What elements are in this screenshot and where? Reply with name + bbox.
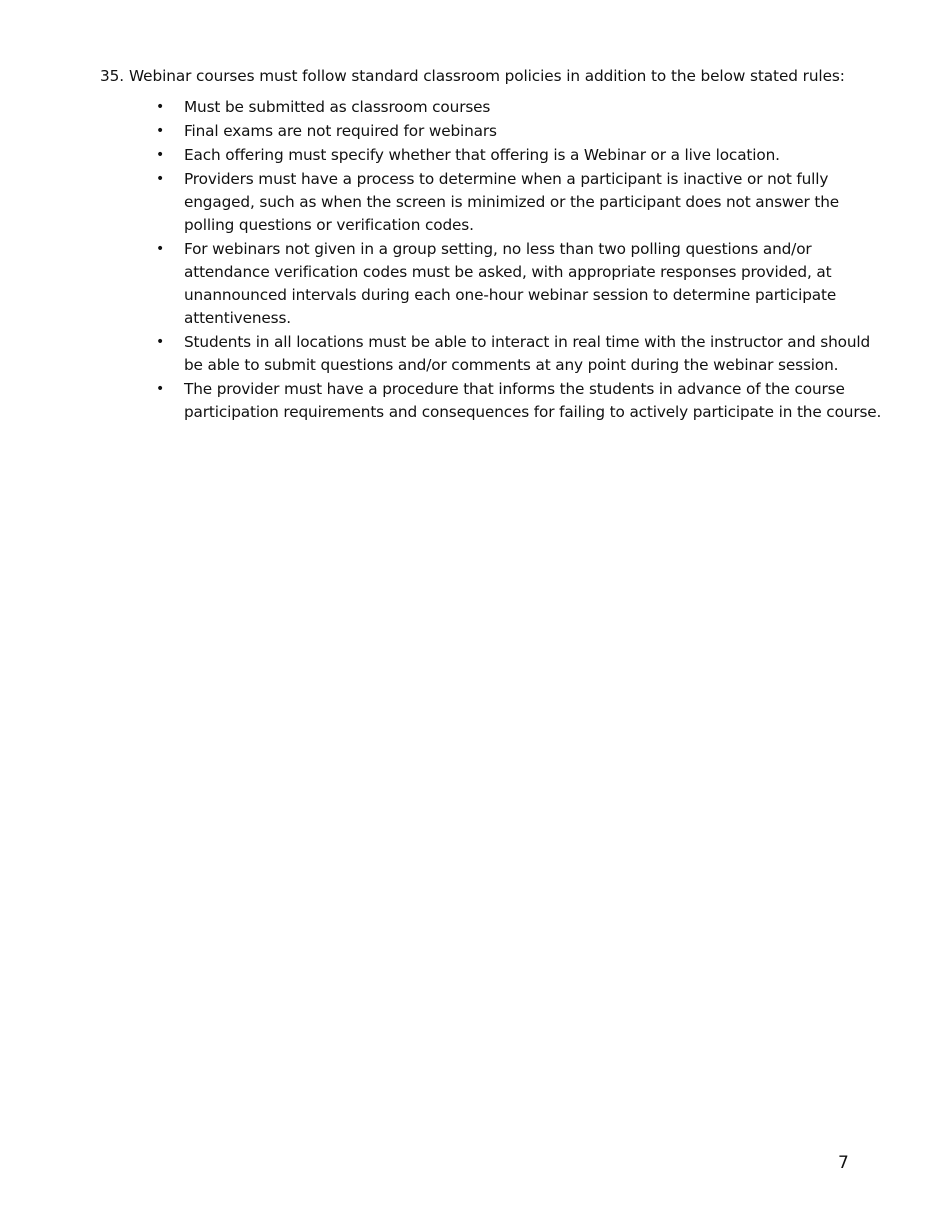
webinar-rules-list — [156, 96, 884, 425]
bullet-icon: • — [156, 147, 165, 163]
list-item — [156, 96, 884, 119]
bullet-icon: • — [156, 123, 165, 139]
list-item — [156, 238, 884, 330]
list-item-text: Each offering must specify whether that offering is a Webinar or a live location. — [184, 146, 780, 164]
list-item — [156, 120, 884, 143]
list-item — [156, 378, 884, 424]
bullet-icon: • — [156, 241, 165, 257]
bullet-icon: • — [156, 381, 165, 397]
list-item — [156, 331, 884, 377]
list-item — [156, 168, 884, 237]
item-intro-text: Webinar courses must follow standard classroom policies in addition to the below stated rules: — [129, 67, 845, 85]
list-item-text: For webinars not given in a group setting, no less than two polling questions and/or attendance verification codes must be asked, with appropriate responses provided, at unannounced intervals during each one-hour webinar session to determine participate attentiveness. — [184, 240, 837, 327]
bullet-icon: • — [156, 99, 165, 115]
bullet-icon: • — [156, 171, 165, 187]
page-number: 7 — [838, 1153, 849, 1173]
list-item-text: Must be submitted as classroom courses — [184, 98, 491, 116]
list-item-text: Students in all locations must be able to interact in real time with the instructor and should be able to submit questions and/or comments at any point during the webinar session. — [184, 333, 871, 374]
item-number: 35. — [100, 67, 125, 85]
list-item-text: The provider must have a procedure that informs the students in advance of the course participation requirements and consequences for failing to actively participate in the course. — [184, 380, 882, 421]
list-item-text: Final exams are not required for webinars — [184, 122, 497, 140]
numbered-item-35 — [100, 66, 900, 86]
list-item — [156, 144, 884, 167]
bullet-icon: • — [156, 334, 165, 350]
list-item-text: Providers must have a process to determine when a participant is inactive or not fully engaged, such as when the screen is minimized or the participant does not answer the polling questions or verification codes. — [184, 170, 840, 234]
